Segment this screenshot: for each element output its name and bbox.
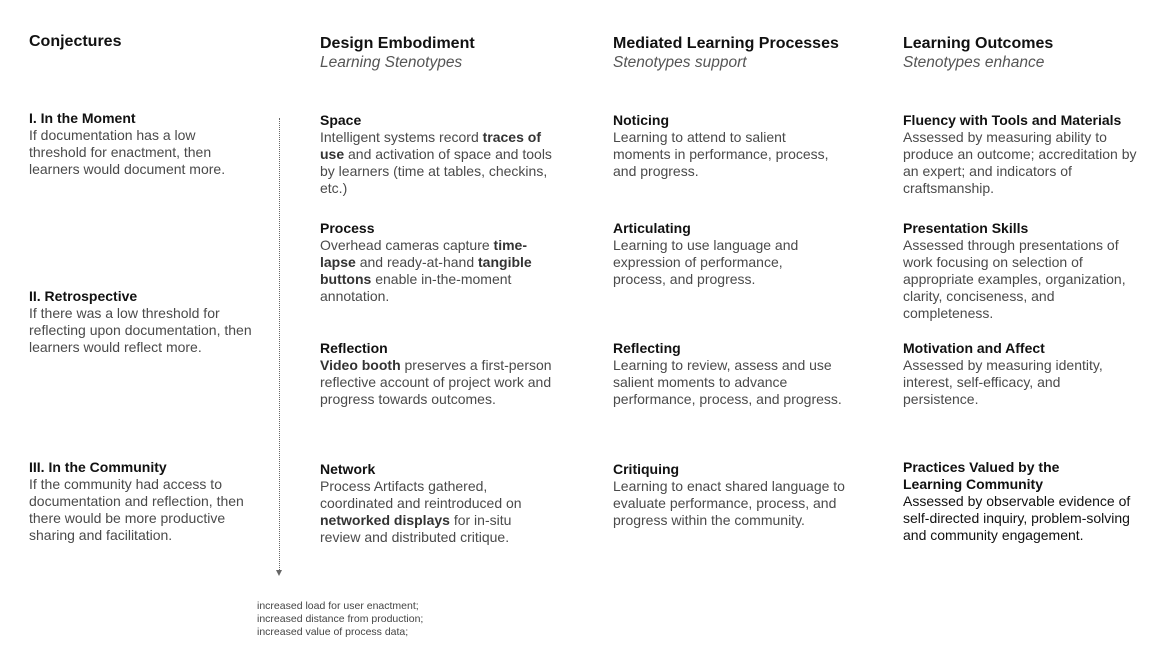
outcome-practices-valued (903, 459, 1135, 544)
design-text: and activation of space and tools by learners (time at tables, checkins, etc.) (320, 146, 552, 196)
process-text: Learning to enact shared language to evaluate performance, process, and progress within the community. (613, 478, 845, 528)
process-text: Learning to review, assess and use salient moments to advance performance, process, and progress. (613, 357, 842, 407)
outcome-title: Fluency with Tools and Materials (903, 112, 1122, 128)
process-title: Articulating (613, 220, 691, 236)
design-process (320, 220, 548, 305)
conjecture-text: If documentation has a low threshold for enactment, then learners would document more. (29, 127, 226, 177)
process-text: Learning to attend to salient moments in performance, process, and progress. (613, 129, 829, 179)
outcome-title: Motivation and Affect (903, 340, 1045, 356)
footnote-line: increased distance from production; (257, 613, 424, 625)
outcome-presentation-skills (903, 220, 1138, 322)
design-text: and ready-at-hand (355, 254, 479, 270)
design-highlight: traces of use (320, 129, 541, 162)
outcome-title: Practices Valued by the Learning Community (903, 459, 1060, 492)
arrow-down-icon (276, 570, 282, 576)
outcome-text: Assessed by observable evidence of self-directed inquiry, problem-solving and community engagement. (903, 493, 1131, 543)
mediated-processes-subtitle: Stenotypes support (613, 54, 747, 71)
outcome-text: Assessed through presentations of work focusing on selection of appropriate examples, organization, clarity, conciseness, and completeness. (903, 237, 1126, 321)
design-embodiment-subtitle: Learning Stenotypes (320, 54, 463, 71)
outcome-fluency (903, 112, 1138, 197)
design-title: Process (320, 220, 375, 236)
conjecture-title: I. In the Moment (29, 110, 136, 126)
process-title: Reflecting (613, 340, 681, 356)
design-space (320, 112, 552, 197)
outcome-title: Presentation Skills (903, 220, 1029, 236)
design-title: Space (320, 112, 362, 128)
progression-footnote (257, 600, 423, 639)
design-highlight: tangible buttons (320, 254, 532, 287)
design-highlight: Video booth (320, 357, 401, 373)
conjecture-in-the-community (29, 459, 261, 544)
conjecture-text: If the community had access to documentation and reflection, then there would be more productive sharing and facilitation. (29, 476, 244, 543)
outcome-text: Assessed by measuring identity, interest, self-efficacy, and persistence. (903, 357, 1103, 407)
design-text: Overhead cameras capture (320, 237, 494, 253)
mediated-processes-header (613, 34, 839, 72)
process-reflecting (613, 340, 845, 408)
process-title: Noticing (613, 112, 669, 128)
design-embodiment-title: Design Embodiment (320, 35, 475, 52)
design-highlight: networked displays (320, 512, 450, 528)
conjectures-heading: Conjectures (29, 33, 122, 50)
design-text: preserves a first-person reflective account of project work and progress towards outcomes. (320, 357, 552, 407)
process-text: Learning to use language and expression of performance, process, and progress. (613, 237, 799, 287)
design-network (320, 461, 552, 546)
outcome-text: Assessed by measuring ability to produce an outcome; accreditation by an expert; and indicators of craftsmanship. (903, 129, 1137, 196)
design-title: Reflection (320, 340, 388, 356)
outcome-motivation-affect (903, 340, 1138, 408)
conjecture-in-the-moment (29, 110, 244, 178)
design-text: enable in-the-moment annotation. (320, 271, 512, 304)
conjecture-text: If there was a low threshold for reflecting upon documentation, then learners would reflect more. (29, 305, 252, 355)
process-articulating (613, 220, 813, 288)
conjecture-title: III. In the Community (29, 459, 167, 475)
conjecture-retrospective (29, 288, 254, 356)
footnote-line: increased load for user enactment; (257, 600, 419, 612)
process-critiquing (613, 461, 845, 529)
learning-outcomes-subtitle: Stenotypes enhance (903, 54, 1045, 71)
design-highlight: time-lapse (320, 237, 527, 270)
design-embodiment-header (320, 34, 475, 72)
conjecture-title: II. Retrospective (29, 288, 138, 304)
design-text: Intelligent systems record (320, 129, 483, 145)
design-title: Network (320, 461, 376, 477)
design-text: Process Artifacts gathered, coordinated and reintroduced on (320, 478, 522, 511)
process-noticing (613, 112, 845, 180)
learning-outcomes-header (903, 34, 1053, 72)
process-title: Critiquing (613, 461, 680, 477)
mediated-processes-title: Mediated Learning Processes (613, 35, 839, 52)
design-reflection (320, 340, 552, 408)
design-text: for in-situ review and distributed critique. (320, 512, 512, 545)
learning-outcomes-title: Learning Outcomes (903, 35, 1054, 52)
footnote-line: increased value of process data; (257, 626, 409, 638)
progression-dotted-line (279, 118, 280, 570)
